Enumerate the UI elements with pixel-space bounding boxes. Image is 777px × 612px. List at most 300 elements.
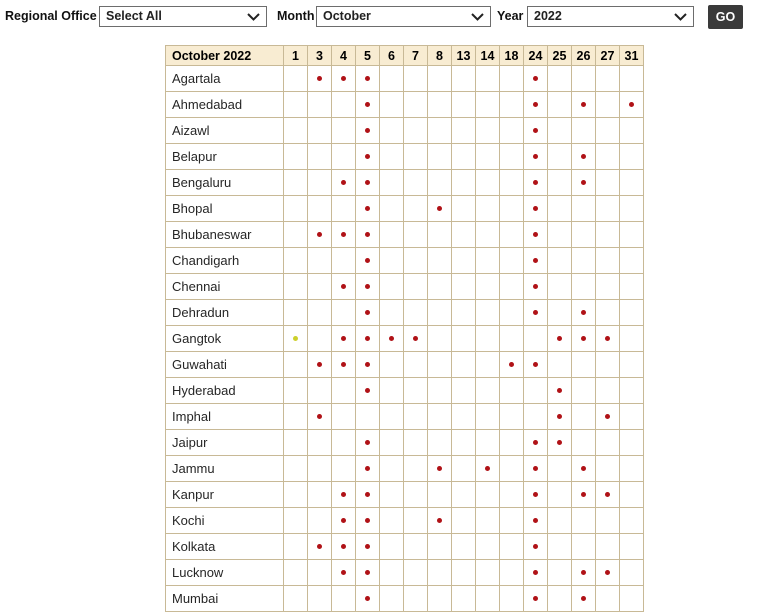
date-cell [476, 560, 500, 586]
event-dot[interactable] [485, 466, 490, 471]
date-cell [284, 482, 308, 508]
date-cell [452, 118, 476, 144]
date-cell [548, 326, 572, 352]
event-dot[interactable] [533, 310, 538, 315]
event-dot[interactable] [365, 492, 370, 497]
event-dot[interactable] [365, 284, 370, 289]
date-cell [548, 274, 572, 300]
date-cell [284, 456, 308, 482]
date-cell [596, 274, 620, 300]
date-cell [380, 300, 404, 326]
event-dot[interactable] [365, 336, 370, 341]
date-cell [308, 482, 332, 508]
date-cell [572, 352, 596, 378]
office-name: Guwahati [166, 352, 284, 378]
date-cell [620, 196, 644, 222]
date-cell [332, 196, 356, 222]
date-cell [620, 170, 644, 196]
event-dot[interactable] [533, 232, 538, 237]
event-dot[interactable] [581, 596, 586, 601]
date-cell [596, 586, 620, 612]
date-cell [308, 92, 332, 118]
event-dot[interactable] [341, 492, 346, 497]
table-row [166, 170, 644, 196]
date-cell [500, 92, 524, 118]
event-dot[interactable] [341, 544, 346, 549]
event-dot[interactable] [533, 154, 538, 159]
date-header: 7 [404, 46, 428, 66]
date-cell [332, 222, 356, 248]
date-cell [284, 534, 308, 560]
date-cell [356, 222, 380, 248]
date-cell [308, 404, 332, 430]
date-cell [620, 144, 644, 170]
event-dot[interactable] [437, 466, 442, 471]
table-row [166, 456, 644, 482]
date-cell [524, 378, 548, 404]
office-name: Aizawl [166, 118, 284, 144]
date-cell [284, 196, 308, 222]
date-cell [500, 404, 524, 430]
date-cell [284, 92, 308, 118]
date-cell [428, 560, 452, 586]
date-cell [572, 430, 596, 456]
event-dot[interactable] [605, 492, 610, 497]
date-cell [452, 560, 476, 586]
date-cell [476, 274, 500, 300]
date-cell [356, 560, 380, 586]
event-dot[interactable] [533, 362, 538, 367]
event-dot[interactable] [293, 336, 298, 341]
event-dot[interactable] [317, 232, 322, 237]
date-cell [548, 196, 572, 222]
event-dot[interactable] [557, 388, 562, 393]
date-header: 8 [428, 46, 452, 66]
date-cell [476, 586, 500, 612]
date-cell [380, 170, 404, 196]
date-cell [308, 196, 332, 222]
date-cell [428, 222, 452, 248]
event-dot[interactable] [533, 284, 538, 289]
date-cell [572, 560, 596, 586]
date-cell [572, 378, 596, 404]
date-cell [596, 66, 620, 92]
office-name: Bhopal [166, 196, 284, 222]
date-cell [476, 482, 500, 508]
date-cell [284, 300, 308, 326]
date-cell [548, 404, 572, 430]
date-cell [404, 170, 428, 196]
date-cell [524, 66, 548, 92]
table-row [166, 66, 644, 92]
event-dot[interactable] [581, 336, 586, 341]
date-cell [596, 118, 620, 144]
event-dot[interactable] [341, 570, 346, 575]
date-cell [500, 170, 524, 196]
date-cell [428, 170, 452, 196]
date-cell [476, 118, 500, 144]
date-cell [284, 508, 308, 534]
date-cell [596, 378, 620, 404]
table-row [166, 378, 644, 404]
date-cell [452, 92, 476, 118]
date-cell [332, 92, 356, 118]
date-cell [356, 482, 380, 508]
date-cell [524, 456, 548, 482]
date-cell [548, 222, 572, 248]
date-cell [620, 274, 644, 300]
date-cell [332, 560, 356, 586]
event-dot[interactable] [365, 154, 370, 159]
event-dot[interactable] [533, 518, 538, 523]
table-row [166, 196, 644, 222]
date-cell [356, 300, 380, 326]
event-dot[interactable] [605, 414, 610, 419]
date-cell [524, 170, 548, 196]
date-cell [596, 170, 620, 196]
event-dot[interactable] [365, 258, 370, 263]
office-name: Chandigarh [166, 248, 284, 274]
date-cell [356, 326, 380, 352]
table-row [166, 534, 644, 560]
date-cell [404, 404, 428, 430]
date-cell [620, 300, 644, 326]
date-cell [572, 274, 596, 300]
date-cell [428, 482, 452, 508]
event-dot[interactable] [341, 518, 346, 523]
event-dot[interactable] [605, 336, 610, 341]
date-cell [572, 404, 596, 430]
date-cell [548, 430, 572, 456]
go-button[interactable]: GO [708, 5, 743, 29]
date-cell [572, 196, 596, 222]
event-dot[interactable] [533, 102, 538, 107]
event-dot[interactable] [317, 544, 322, 549]
date-cell [308, 66, 332, 92]
event-dot[interactable] [341, 232, 346, 237]
date-cell [620, 482, 644, 508]
date-cell [356, 534, 380, 560]
table-row [166, 404, 644, 430]
date-cell [380, 222, 404, 248]
date-cell [332, 456, 356, 482]
event-dot[interactable] [557, 440, 562, 445]
date-cell [380, 144, 404, 170]
date-cell [524, 534, 548, 560]
office-name: Bengaluru [166, 170, 284, 196]
table-row [166, 326, 644, 352]
date-cell [380, 196, 404, 222]
date-cell [428, 586, 452, 612]
date-cell [548, 92, 572, 118]
office-name: Kolkata [166, 534, 284, 560]
date-cell [572, 456, 596, 482]
date-header: 13 [452, 46, 476, 66]
date-cell [620, 118, 644, 144]
event-dot[interactable] [533, 440, 538, 445]
date-cell [596, 508, 620, 534]
event-dot[interactable] [581, 466, 586, 471]
table-row [166, 274, 644, 300]
event-dot[interactable] [365, 466, 370, 471]
event-dot[interactable] [509, 362, 514, 367]
event-dot[interactable] [365, 102, 370, 107]
date-cell [572, 170, 596, 196]
event-dot[interactable] [341, 180, 346, 185]
date-cell [284, 66, 308, 92]
month-select-wrap [316, 6, 491, 27]
event-dot[interactable] [581, 102, 586, 107]
date-cell [428, 430, 452, 456]
date-cell [476, 170, 500, 196]
date-cell [428, 66, 452, 92]
date-cell [620, 430, 644, 456]
month-select[interactable] [316, 6, 491, 27]
event-dot[interactable] [365, 232, 370, 237]
event-dot[interactable] [317, 414, 322, 419]
date-cell [380, 560, 404, 586]
date-cell [428, 456, 452, 482]
date-cell [548, 170, 572, 196]
table-row [166, 222, 644, 248]
date-cell [548, 482, 572, 508]
event-dot[interactable] [365, 310, 370, 315]
date-cell [572, 118, 596, 144]
office-name: Belapur [166, 144, 284, 170]
date-cell [356, 118, 380, 144]
date-cell [452, 196, 476, 222]
date-cell [500, 222, 524, 248]
date-cell [284, 248, 308, 274]
date-cell [548, 534, 572, 560]
date-cell [548, 560, 572, 586]
date-cell [596, 92, 620, 118]
date-cell [428, 196, 452, 222]
date-header: 24 [524, 46, 548, 66]
date-cell [620, 378, 644, 404]
date-cell [500, 326, 524, 352]
event-dot[interactable] [365, 180, 370, 185]
date-cell [476, 404, 500, 430]
table-row [166, 586, 644, 612]
date-cell [284, 352, 308, 378]
date-cell [380, 482, 404, 508]
office-tbody [166, 66, 644, 612]
event-dot[interactable] [437, 206, 442, 211]
date-cell [572, 482, 596, 508]
date-cell [428, 352, 452, 378]
date-header: 6 [380, 46, 404, 66]
date-cell [356, 586, 380, 612]
event-dot[interactable] [341, 336, 346, 341]
event-dot[interactable] [533, 180, 538, 185]
date-cell [308, 560, 332, 586]
table-row [166, 118, 644, 144]
date-cell [500, 300, 524, 326]
table-row [166, 300, 644, 326]
office-name: Kochi [166, 508, 284, 534]
event-dot[interactable] [365, 128, 370, 133]
date-cell [548, 378, 572, 404]
event-dot[interactable] [557, 414, 562, 419]
office-name: Bhubaneswar [166, 222, 284, 248]
date-cell [308, 118, 332, 144]
date-cell [332, 274, 356, 300]
event-dot[interactable] [365, 362, 370, 367]
date-cell [404, 222, 428, 248]
date-cell [284, 144, 308, 170]
date-cell [332, 482, 356, 508]
date-cell [332, 300, 356, 326]
year-select[interactable] [527, 6, 694, 27]
event-dot[interactable] [605, 570, 610, 575]
table-row [166, 508, 644, 534]
event-dot[interactable] [581, 570, 586, 575]
date-cell [596, 248, 620, 274]
table-row [166, 352, 644, 378]
date-cell [332, 248, 356, 274]
office-name: Chennai [166, 274, 284, 300]
office-name: Jaipur [166, 430, 284, 456]
date-cell [524, 144, 548, 170]
event-dot[interactable] [581, 492, 586, 497]
date-header: 27 [596, 46, 620, 66]
date-cell [428, 300, 452, 326]
date-cell [284, 404, 308, 430]
date-cell [332, 378, 356, 404]
date-cell [596, 326, 620, 352]
date-cell [356, 404, 380, 430]
date-cell [308, 300, 332, 326]
table-row [166, 482, 644, 508]
date-cell [596, 430, 620, 456]
date-cell [404, 352, 428, 378]
date-cell [380, 430, 404, 456]
office-name: Lucknow [166, 560, 284, 586]
regional-office-select[interactable] [99, 6, 267, 27]
date-cell [404, 274, 428, 300]
date-cell [404, 482, 428, 508]
event-dot[interactable] [437, 518, 442, 523]
date-cell [548, 508, 572, 534]
date-cell [572, 586, 596, 612]
date-cell [548, 118, 572, 144]
event-dot[interactable] [533, 128, 538, 133]
date-header: 1 [284, 46, 308, 66]
date-cell [404, 300, 428, 326]
date-cell [548, 66, 572, 92]
event-dot[interactable] [341, 362, 346, 367]
event-dot[interactable] [533, 258, 538, 263]
date-cell [596, 534, 620, 560]
event-dot[interactable] [533, 544, 538, 549]
date-cell [452, 170, 476, 196]
date-cell [500, 482, 524, 508]
date-cell [404, 534, 428, 560]
event-dot[interactable] [341, 76, 346, 81]
date-cell [476, 534, 500, 560]
event-dot[interactable] [413, 336, 418, 341]
event-dot[interactable] [581, 310, 586, 315]
event-dot[interactable] [533, 466, 538, 471]
date-cell [428, 508, 452, 534]
event-dot[interactable] [317, 76, 322, 81]
event-dot[interactable] [581, 180, 586, 185]
event-dot[interactable] [533, 570, 538, 575]
date-cell [524, 248, 548, 274]
table-row [166, 92, 644, 118]
date-cell [452, 482, 476, 508]
event-dot[interactable] [365, 518, 370, 523]
date-cell [404, 326, 428, 352]
date-cell [332, 404, 356, 430]
event-dot[interactable] [389, 336, 394, 341]
date-cell [428, 274, 452, 300]
date-cell [284, 170, 308, 196]
event-dot[interactable] [629, 102, 634, 107]
date-cell [452, 300, 476, 326]
date-cell [332, 326, 356, 352]
event-dot[interactable] [533, 76, 538, 81]
date-header-row [166, 46, 644, 66]
date-cell [380, 508, 404, 534]
date-cell [356, 456, 380, 482]
event-dot[interactable] [365, 440, 370, 445]
date-cell [524, 92, 548, 118]
date-cell [452, 274, 476, 300]
date-cell [476, 92, 500, 118]
date-cell [380, 326, 404, 352]
date-cell [404, 430, 428, 456]
date-cell [284, 378, 308, 404]
date-cell [404, 66, 428, 92]
date-cell [620, 404, 644, 430]
event-dot[interactable] [317, 362, 322, 367]
table-row [166, 430, 644, 456]
event-dot[interactable] [365, 76, 370, 81]
date-cell [308, 534, 332, 560]
date-cell [476, 248, 500, 274]
date-cell [380, 92, 404, 118]
event-dot[interactable] [365, 544, 370, 549]
date-header: 26 [572, 46, 596, 66]
event-dot[interactable] [581, 154, 586, 159]
event-dot[interactable] [365, 570, 370, 575]
date-cell [380, 586, 404, 612]
event-dot[interactable] [533, 596, 538, 601]
date-cell [524, 118, 548, 144]
table-row [166, 248, 644, 274]
event-dot[interactable] [341, 284, 346, 289]
date-cell [308, 508, 332, 534]
date-cell [620, 560, 644, 586]
event-dot[interactable] [365, 596, 370, 601]
date-cell [404, 118, 428, 144]
date-cell [572, 248, 596, 274]
date-cell [284, 222, 308, 248]
event-dot[interactable] [557, 336, 562, 341]
event-dot[interactable] [533, 206, 538, 211]
date-cell [524, 430, 548, 456]
date-cell [404, 560, 428, 586]
date-cell [620, 222, 644, 248]
date-cell [476, 326, 500, 352]
date-cell [452, 248, 476, 274]
date-cell [500, 586, 524, 612]
event-dot[interactable] [533, 492, 538, 497]
event-dot[interactable] [365, 206, 370, 211]
event-dot[interactable] [365, 388, 370, 393]
